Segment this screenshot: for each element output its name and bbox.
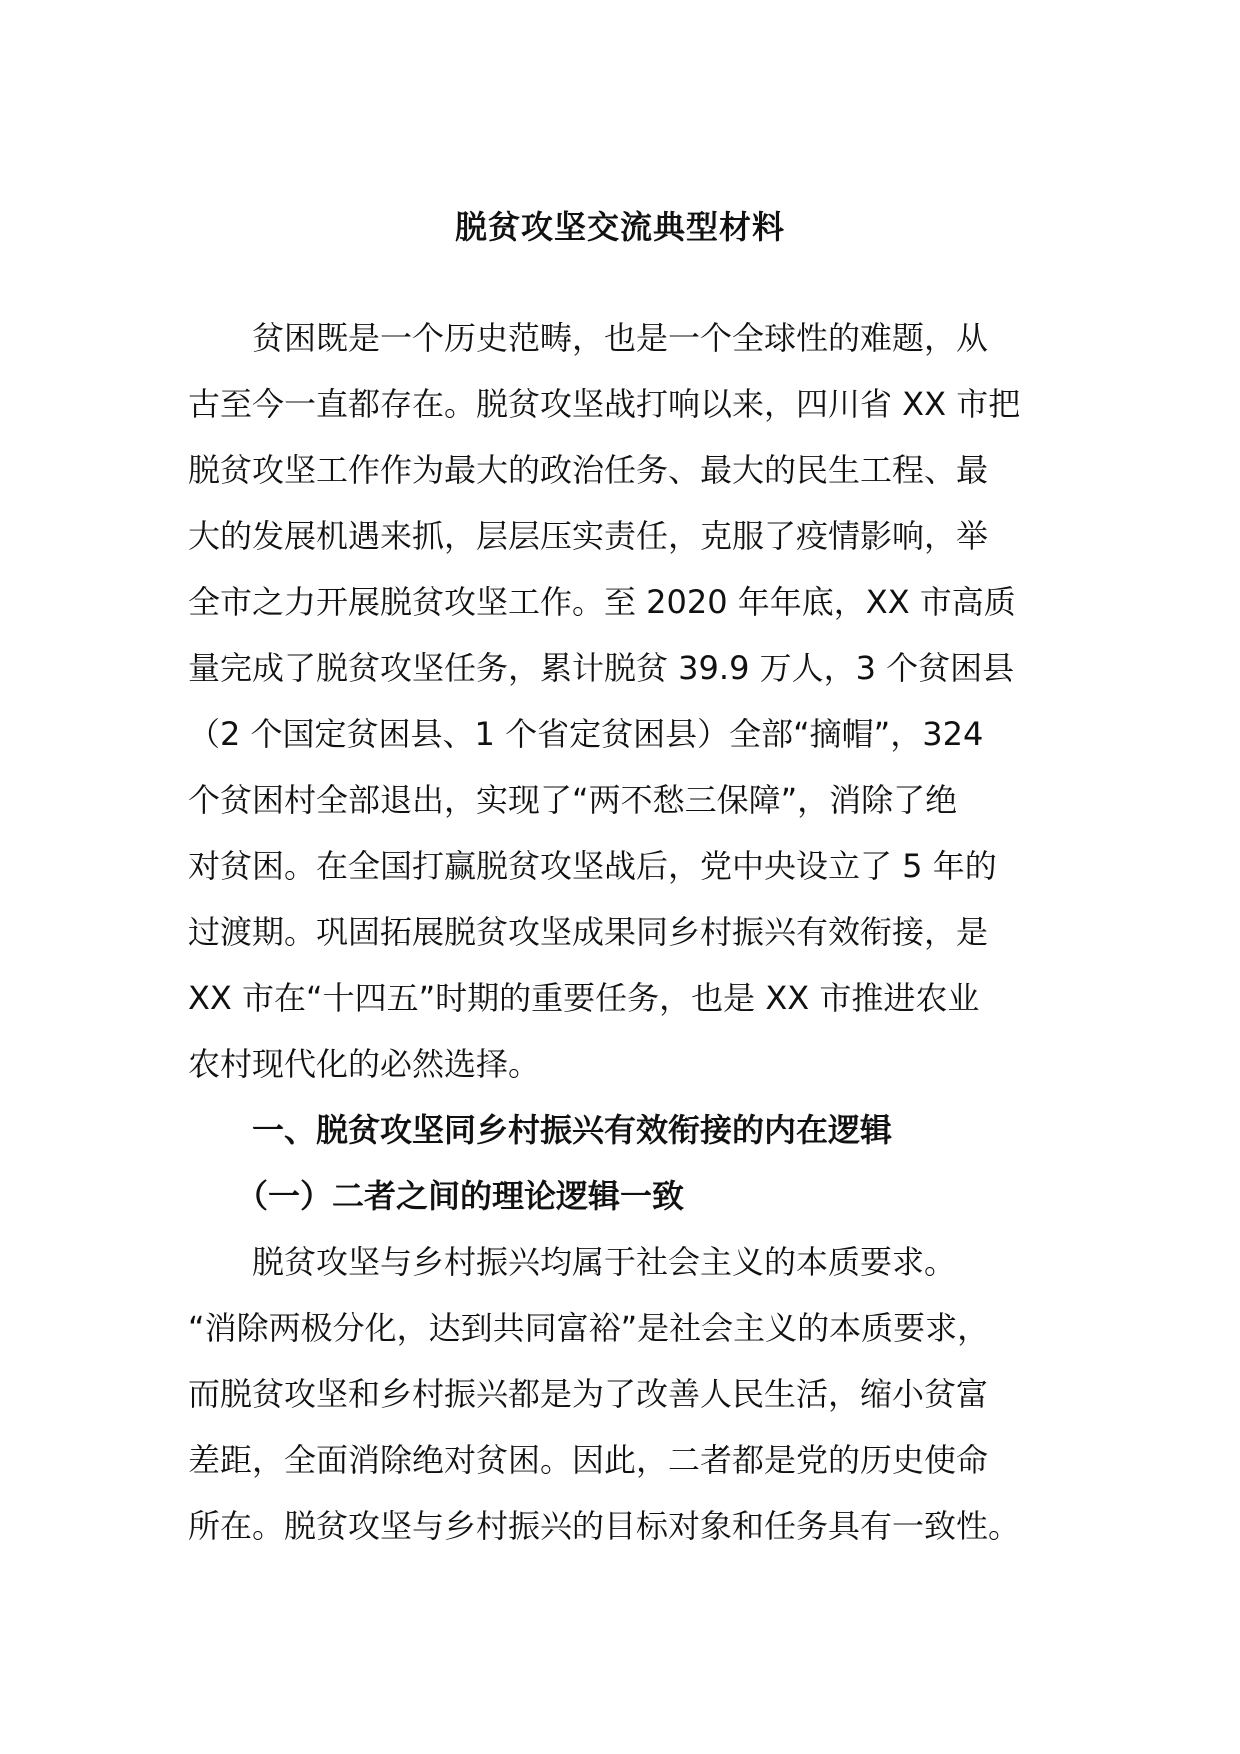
subsection-heading: （一）二者之间的理论逻辑一致 — [188, 1177, 685, 1215]
paragraph-line: 对贫困。在全国打赢脱贫攻坚战后，党中央设立了 5 年的 — [188, 847, 997, 885]
paragraph-line: XX 市在“十四五”时期的重要任务，也是 XX 市推进农业 — [188, 979, 980, 1017]
paragraph-line: 量完成了脱贫攻坚任务，累计脱贫 39.9 万人，3 个贫困县 — [188, 649, 1015, 687]
paragraph-line: 贫困既是一个历史范畴，也是一个全球性的难题，从 — [188, 319, 989, 357]
paragraph-line: 差距，全面消除绝对贫困。因此，二者都是党的历史使命 — [188, 1441, 989, 1479]
paragraph-line: 过渡期。巩固拓展脱贫攻坚成果同乡村振兴有效衔接，是 — [188, 913, 989, 951]
document-title: 脱贫攻坚交流典型材料 — [454, 208, 785, 246]
paragraph-line: （2 个国定贫困县、1 个省定贫困县）全部“摘帽”，324 — [188, 715, 984, 753]
paragraph-line: 古至今一直都存在。脱贫攻坚战打响以来，四川省 XX 市把 — [188, 385, 1021, 423]
paragraph-line: 农村现代化的必然选择。 — [188, 1045, 541, 1083]
paragraph-line: 脱贫攻坚与乡村振兴均属于社会主义的本质要求。 — [188, 1243, 957, 1281]
paragraph-line: 所在。脱贫攻坚与乡村振兴的目标对象和任务具有一致性。 — [188, 1507, 1021, 1545]
section-heading: 一、脱贫攻坚同乡村振兴有效衔接的内在逻辑 — [188, 1111, 893, 1149]
paragraph-line: 脱贫攻坚工作作为最大的政治任务、最大的民生工程、最 — [188, 451, 989, 489]
paragraph-line: 大的发展机遇来抓，层层压实责任，克服了疫情影响，举 — [188, 517, 989, 555]
paragraph-line: 而脱贫攻坚和乡村振兴都是为了改善人民生活，缩小贫富 — [188, 1375, 989, 1413]
paragraph-line: 个贫困村全部退出，实现了“两不愁三保障”，消除了绝 — [188, 781, 958, 819]
paragraph-line: 全市之力开展脱贫攻坚工作。至 2020 年年底，XX 市高质 — [188, 583, 1016, 621]
document-body — [188, 305, 1056, 1559]
paragraph-line: “消除两极分化，达到共同富裕”是社会主义的本质要求， — [188, 1309, 990, 1347]
